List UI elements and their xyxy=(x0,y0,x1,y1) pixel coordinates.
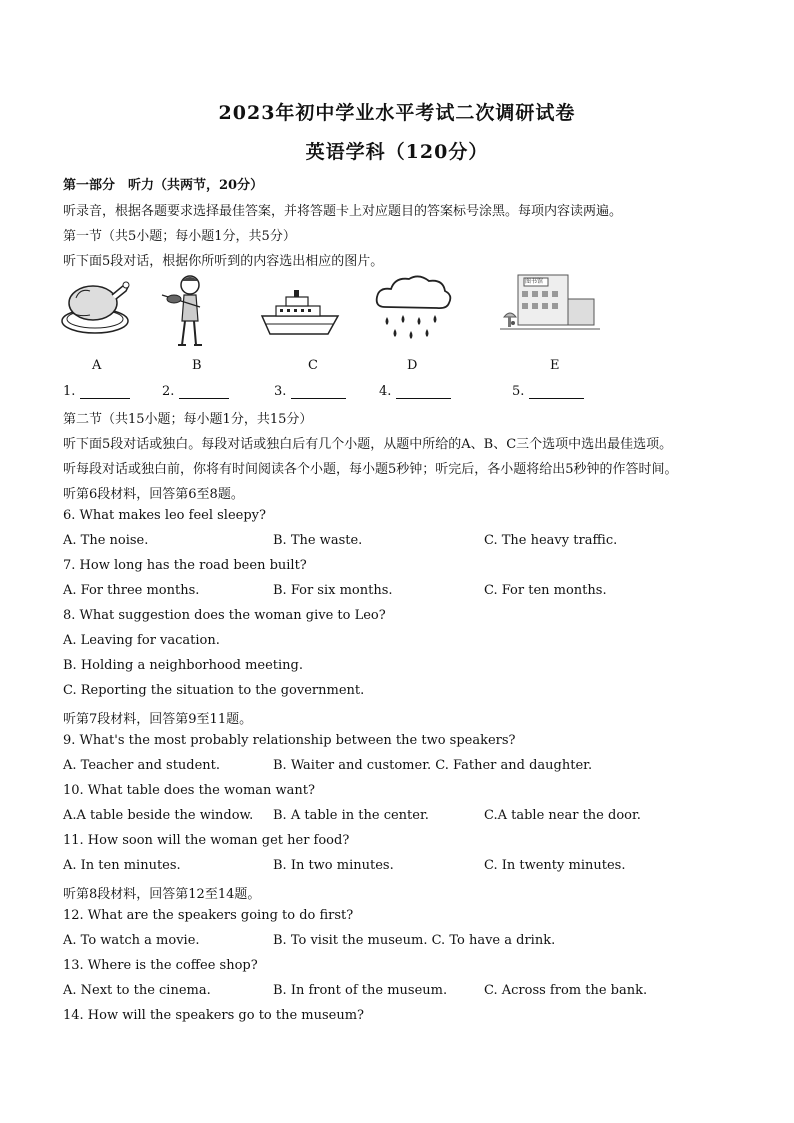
answer-blank-4[interactable]: 4. xyxy=(379,384,451,399)
question-12-options-b-c[interactable]: B. To visit the museum. C. To have a drink. xyxy=(273,933,556,948)
part1-heading: 第一部分 听力（共两节，20分） xyxy=(63,178,264,193)
question-9-stem: 9. What's the most probably relationship between the two speakers? xyxy=(63,733,516,748)
library-building-icon xyxy=(500,273,600,343)
library-sign: 图书馆 xyxy=(525,278,544,285)
answer-blank-1[interactable]: 1. xyxy=(63,384,130,399)
question-7-stem: 7. How long has the road been built? xyxy=(63,558,307,573)
section1-heading: 第一节（共5小题；每小题1分，共5分） xyxy=(63,229,296,244)
question-6-option-b[interactable]: B. The waste. xyxy=(273,533,363,548)
question-13-option-b[interactable]: B. In front of the museum. xyxy=(273,983,448,998)
answer-blank-5[interactable]: 5. xyxy=(512,384,584,399)
question-13-option-a[interactable]: A. Next to the cinema. xyxy=(63,983,211,998)
question-8-option-a[interactable]: A. Leaving for vacation. xyxy=(63,633,220,648)
question-10-option-b[interactable]: B. A table in the center. xyxy=(273,808,429,823)
question-10-stem: 10. What table does the woman want? xyxy=(63,783,315,798)
question-8-option-c[interactable]: C. Reporting the situation to the government. xyxy=(63,683,365,698)
picture-label-b: B xyxy=(192,358,202,373)
question-7-option-a[interactable]: A. For three months. xyxy=(63,583,200,598)
question-11-option-c[interactable]: C. In twenty minutes. xyxy=(484,858,626,873)
material-6-note: 听第6段材料，回答第6至8题。 xyxy=(63,487,244,502)
question-11-option-b[interactable]: B. In two minutes. xyxy=(273,858,394,873)
question-7-option-c[interactable]: C. For ten months. xyxy=(484,583,607,598)
section2-heading: 第二节（共15小题；每小题1分，共15分） xyxy=(63,412,313,427)
question-12-option-a[interactable]: A. To watch a movie. xyxy=(63,933,200,948)
picture-label-a: A xyxy=(92,358,102,373)
question-11-stem: 11. How soon will the woman get her food? xyxy=(63,833,350,848)
section2-instructions-1: 听下面5段对话或独白。每段对话或独白后有几个小题，从题中所给的A、B、C三个选项中选出最佳选项。 xyxy=(63,437,673,452)
picture-label-d: D xyxy=(407,358,418,373)
question-6-stem: 6. What makes leo feel sleepy? xyxy=(63,508,266,523)
question-12-stem: 12. What are the speakers going to do first? xyxy=(63,908,354,923)
part1-instructions: 听录音，根据各题要求选择最佳答案，并将答题卡上对应题目的答案标号涂黑。每项内容读两遍。 xyxy=(63,204,623,219)
answer-blank-3[interactable]: 3. xyxy=(274,384,346,399)
question-6-option-c[interactable]: C. The heavy traffic. xyxy=(484,533,618,548)
exam-subtitle: 英语学科（120分） xyxy=(305,141,489,163)
question-6-option-a[interactable]: A. The noise. xyxy=(63,533,149,548)
question-9-option-a[interactable]: A. Teacher and student. xyxy=(63,758,221,773)
ship-icon xyxy=(258,288,343,338)
question-9-options-b-c[interactable]: B. Waiter and customer. C. Father and daughter. xyxy=(273,758,593,773)
question-10-option-c[interactable]: C.A table near the door. xyxy=(484,808,641,823)
section1-instructions: 听下面5段对话，根据你所听到的内容选出相应的图片。 xyxy=(63,254,384,269)
question-8-stem: 8. What suggestion does the woman give to Leo? xyxy=(63,608,386,623)
question-14-stem: 14. How will the speakers go to the museum? xyxy=(63,1008,365,1023)
roast-chicken-icon xyxy=(60,273,135,338)
material-7-note: 听第7段材料，回答第9至11题。 xyxy=(63,712,253,727)
rain-cloud-icon xyxy=(373,273,453,343)
question-8-option-b[interactable]: B. Holding a neighborhood meeting. xyxy=(63,658,304,673)
question-11-option-a[interactable]: A. In ten minutes. xyxy=(63,858,181,873)
exam-title: 2023年初中学业水平考试二次调研试卷 xyxy=(218,102,576,124)
question-7-option-b[interactable]: B. For six months. xyxy=(273,583,393,598)
question-10-option-a[interactable]: A.A table beside the window. xyxy=(63,808,254,823)
question-13-option-c[interactable]: C. Across from the bank. xyxy=(484,983,648,998)
picture-label-e: E xyxy=(550,358,560,373)
picture-label-c: C xyxy=(308,358,318,373)
violin-boy-icon xyxy=(160,273,210,351)
section2-instructions-2: 听每段对话或独白前，你将有时间阅读各个小题，每小题5秒钟；听完后，各小题将给出5秒钟的作答时间。 xyxy=(63,462,678,477)
question-13-stem: 13. Where is the coffee shop? xyxy=(63,958,258,973)
material-8-note: 听第8段材料，回答第12至14题。 xyxy=(63,887,261,902)
answer-blank-2[interactable]: 2. xyxy=(162,384,229,399)
